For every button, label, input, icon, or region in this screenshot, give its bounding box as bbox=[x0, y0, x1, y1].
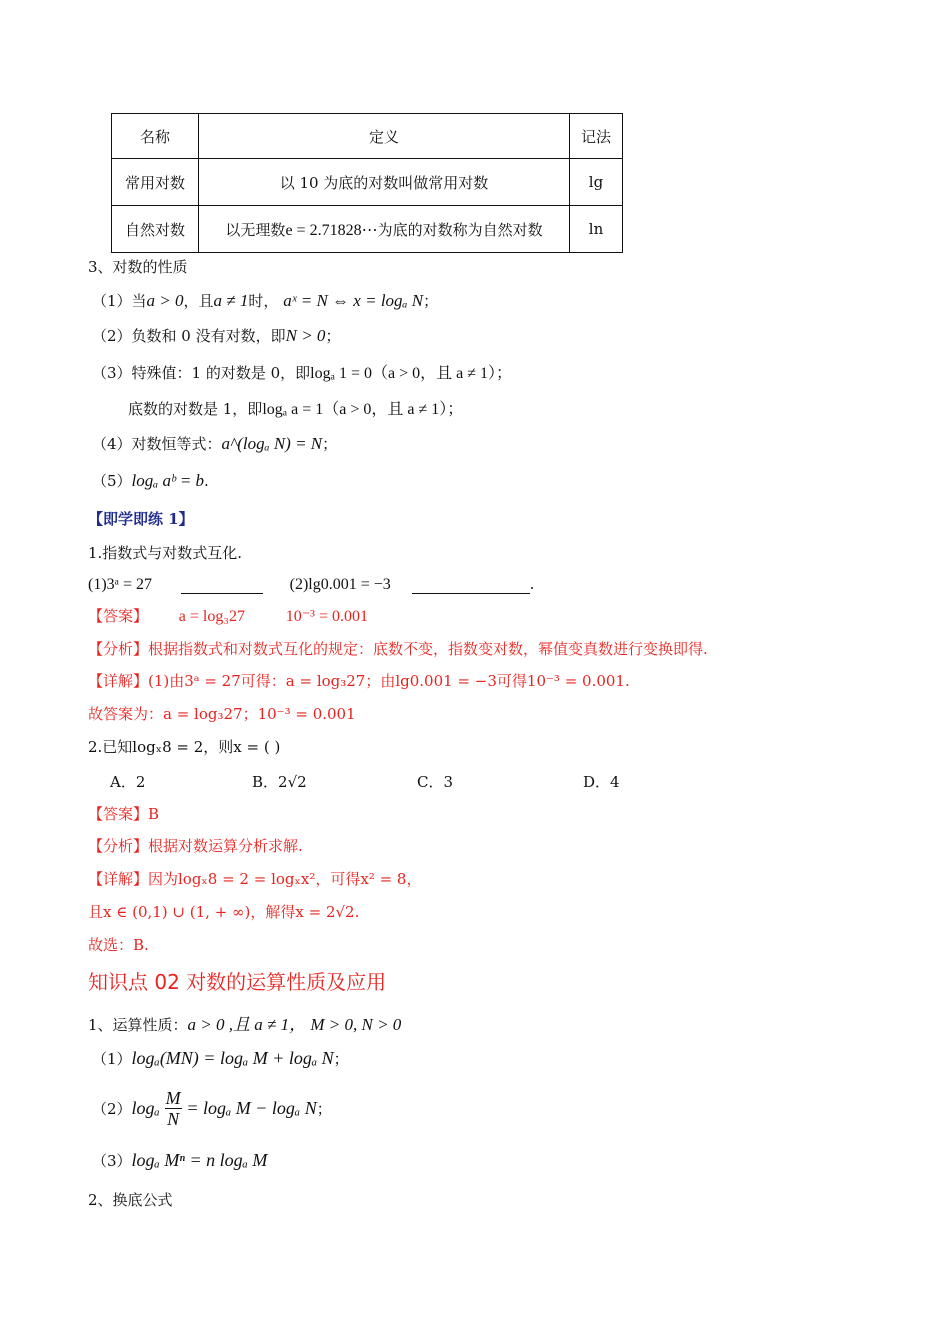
table-cell-name: 常用对数 bbox=[112, 159, 199, 206]
table-row bbox=[112, 206, 623, 253]
p3b-cond: （a > 0，且 a ≠ 1）； bbox=[323, 401, 464, 418]
p2-end: ； bbox=[325, 327, 341, 345]
logarithm-definitions-table bbox=[111, 113, 623, 253]
def-suffix: 为底的对数称为自然对数 bbox=[377, 220, 543, 239]
q2-analysis: 【分析】根据对数运算分析求解. bbox=[88, 837, 303, 855]
q1-part1: (1)3ᵃ = 27 bbox=[88, 576, 153, 593]
q2-detail: 【详解】因为logₓ8 = 2 = logₓx²，可得x² = 8， bbox=[88, 870, 422, 888]
table-cell-definition bbox=[199, 206, 570, 253]
q2-final: 故选：B. bbox=[88, 936, 149, 954]
op-prefix: 1、运算性质： bbox=[88, 1016, 188, 1034]
p1-mid2: 时， bbox=[248, 292, 279, 310]
q2-option-b: B．2√2 bbox=[252, 773, 307, 791]
q1-answer-label: 【答案】 bbox=[88, 607, 149, 625]
q2-option-c: C．3 bbox=[417, 773, 454, 791]
q2-detail2: 且x ∈ (0,1) ∪ (1, + ∞)，解得x = 2√2. bbox=[88, 903, 360, 921]
q2-title: 2.已知logₓ8 = 2，则x = ( ) bbox=[88, 738, 281, 756]
def-math: e = 2.71828⋯ bbox=[285, 221, 378, 239]
property-4 bbox=[92, 433, 337, 454]
r3-prefix: （3） bbox=[92, 1152, 132, 1170]
table-cell-definition: 以 10 为底的对数叫做常用对数 bbox=[199, 159, 570, 206]
r1-end: ； bbox=[333, 1050, 349, 1068]
q2-answer: 【答案】B bbox=[88, 805, 160, 823]
r2-rest: = logₐ M − logₐ N bbox=[186, 1098, 317, 1118]
q1-blank2 bbox=[412, 575, 530, 594]
property-3b bbox=[128, 396, 463, 419]
p4-prefix: （4）对数恒等式： bbox=[92, 435, 222, 453]
practice-title: 【即学即练 1】 bbox=[88, 510, 194, 528]
property-2 bbox=[92, 325, 340, 346]
p1-math3: aˣ = N ⇔ x = logₐ N bbox=[283, 291, 424, 310]
r1-prefix: （1） bbox=[92, 1050, 132, 1068]
p3-math: logₐ 1 = 0 bbox=[310, 365, 373, 382]
p2-prefix: （2）负数和 0 没有对数，即 bbox=[92, 327, 286, 345]
r2-numerator: M bbox=[165, 1088, 181, 1108]
p1-end: ； bbox=[423, 292, 439, 310]
table-cell-notation: lg bbox=[570, 159, 623, 206]
table-header-name: 名称 bbox=[112, 114, 199, 159]
op-math: a > 0 ,且 a ≠ 1， M > 0, N > 0 bbox=[187, 1015, 402, 1034]
q1-final: 故答案为：a = log₃27；10⁻³ = 0.001 bbox=[88, 705, 356, 723]
p5-end: . bbox=[204, 472, 209, 490]
p5-prefix: （5） bbox=[92, 472, 132, 490]
table-header-row bbox=[112, 114, 623, 159]
p5-math: logₐ aᵇ = b bbox=[131, 471, 205, 490]
property-5 bbox=[92, 470, 209, 491]
rule-2 bbox=[92, 1088, 332, 1129]
r1-math: logₐ(MN) = logₐ M + logₐ N bbox=[131, 1048, 334, 1068]
table-header-notation: 记法 bbox=[570, 114, 623, 159]
table-row bbox=[112, 159, 623, 206]
p3-cond: （a > 0，且 a ≠ 1）； bbox=[372, 365, 513, 382]
property-3 bbox=[92, 360, 512, 383]
r2-end: ； bbox=[316, 1100, 332, 1118]
r2-prefix: （2） bbox=[92, 1100, 132, 1118]
p3b-math: logₐ a = 1 bbox=[262, 401, 324, 418]
q1-title: 1.指数式与对数式互化. bbox=[88, 544, 243, 562]
p1-math: a > 0 bbox=[146, 291, 184, 310]
def-prefix: 以无理数 bbox=[225, 220, 286, 239]
r2-fraction bbox=[165, 1088, 182, 1129]
table-cell-name: 自然对数 bbox=[112, 206, 199, 253]
q1-answer1: a = log₃27 bbox=[178, 608, 245, 625]
r3-math: logₐ Mⁿ = n logₐ M bbox=[131, 1150, 268, 1170]
q1-blank1 bbox=[181, 575, 263, 594]
table-cell-notation: ln bbox=[570, 206, 623, 253]
p1-prefix: （1）当 bbox=[92, 292, 147, 310]
p2-math: N > 0 bbox=[285, 326, 326, 345]
q1-part2: (2)lg0.001 = −3 bbox=[289, 576, 391, 593]
q1-answer bbox=[88, 605, 368, 626]
r2-denominator: N bbox=[167, 1109, 180, 1129]
property-1 bbox=[92, 290, 438, 311]
p4-end: ； bbox=[322, 435, 338, 453]
p3b-prefix: 底数的对数是 1，即 bbox=[128, 400, 263, 418]
operation-properties bbox=[88, 1010, 401, 1035]
q1-end: . bbox=[529, 575, 535, 593]
q2-option-a: A．2 bbox=[110, 773, 146, 791]
p4-math: a^(logₐ N) = N bbox=[221, 434, 323, 453]
q1-analysis: 【分析】根据指数式和对数式互化的规定：底数不变，指数变对数，幂值变真数进行变换即得. bbox=[88, 640, 708, 658]
p3-prefix: （3）特殊值：1 的对数是 0，即 bbox=[92, 364, 311, 382]
q1-answer2: 10⁻³ = 0.001 bbox=[285, 608, 368, 625]
q2-option-d: D．4 bbox=[583, 773, 620, 791]
q1-parts bbox=[88, 575, 534, 594]
q1-detail: 【详解】(1)由3ᵃ = 27可得：a = log₃27；由lg0.001 = −3可得10⁻³ = 0.001. bbox=[88, 672, 630, 690]
rule-3 bbox=[92, 1150, 267, 1171]
section3-title: 3、对数的性质 bbox=[88, 258, 188, 276]
r2-log: logₐ bbox=[131, 1098, 160, 1118]
knowledge2-heading: 知识点 02 对数的运算性质及应用 bbox=[88, 970, 387, 994]
table-header-definition: 定义 bbox=[199, 114, 570, 159]
change-of-base-title: 2、换底公式 bbox=[88, 1191, 173, 1209]
p1-math2: a ≠ 1 bbox=[213, 291, 249, 310]
p1-mid: ，且 bbox=[183, 292, 214, 310]
rule-1 bbox=[92, 1048, 349, 1069]
